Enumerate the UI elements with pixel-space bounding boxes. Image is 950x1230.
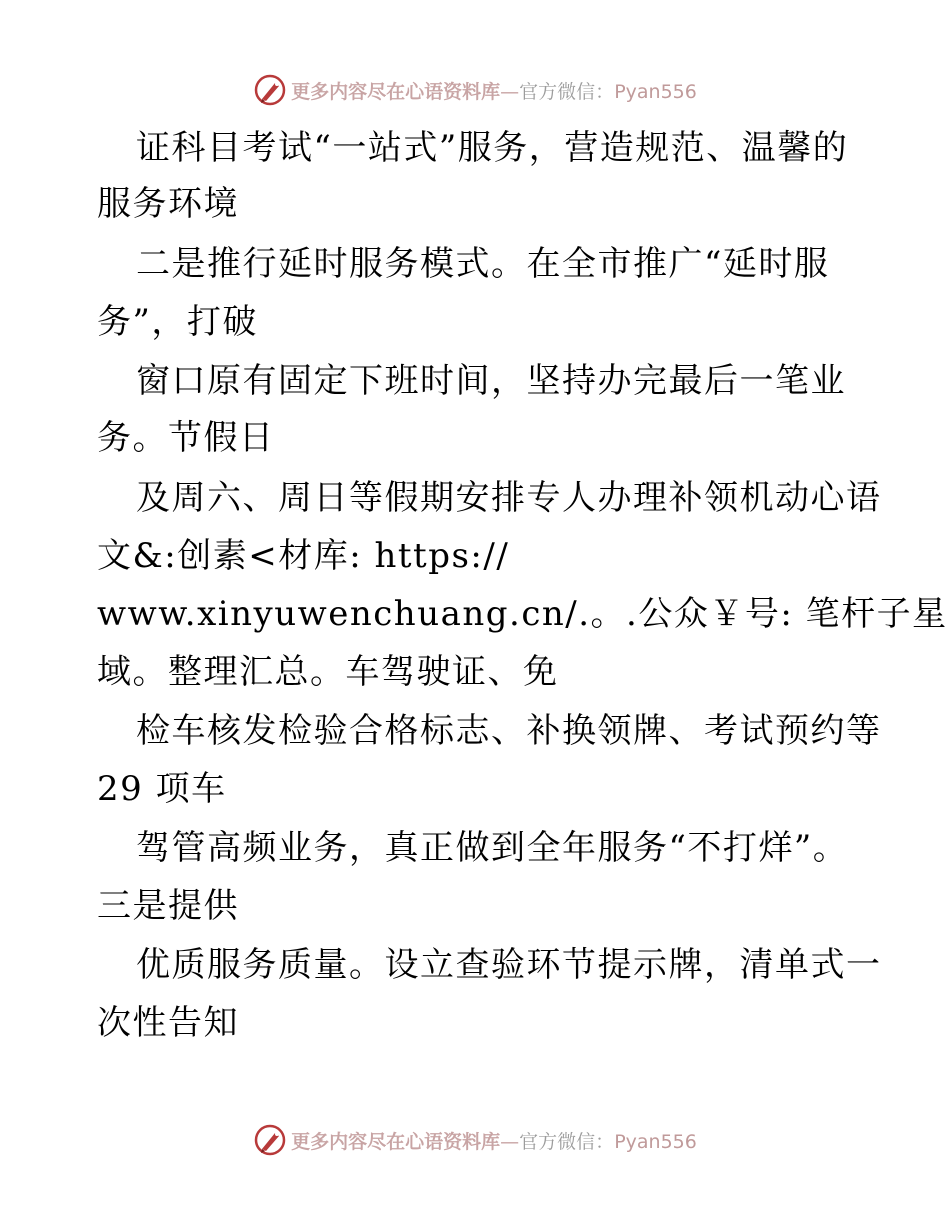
footer-banner [0,1120,950,1160]
body-line: 文&:创素<材库: https:// [97,536,510,576]
body-line: 务。节假日 [97,418,275,458]
body-line: 服务环境 [97,184,239,224]
pen-logo-icon [253,73,287,107]
pen-logo-icon [253,1123,287,1157]
body-line: 驾管高频业务，真正做到全年服务“不打烊”。 [136,828,849,868]
body-line: 窗口原有固定下班时间，坚持办完最后一笔业 [136,361,846,401]
body-line: 二是推行延时服务模式。在全市推广“延时服 [136,244,830,284]
footer-banner-sep: — [500,1130,520,1153]
header-banner-wechat: Pyan556 [614,80,697,103]
header-banner-text [291,77,697,104]
footer-banner-text [291,1127,697,1154]
footer-banner-main: 更多内容尽在心语资料库 [291,1130,501,1153]
header-banner [0,70,950,110]
body-line: 检车核发检验合格标志、补换领牌、考试预约等 [136,711,882,751]
body-line: 29 项车 [97,769,227,809]
header-banner-sep: — [500,80,520,103]
body-line: 证科目考试“一站式”服务，营造规范、温馨的 [136,128,849,168]
body-line: 域。整理汇总。车驾驶证、免 [97,652,559,692]
body-line: 务”，打破 [97,302,258,342]
footer-banner-wechat: Pyan556 [614,1130,697,1153]
footer-banner-sub: 官方微信： [519,1130,615,1153]
body-line: 三是提供 [97,886,239,926]
header-banner-main: 更多内容尽在心语资料库 [291,80,501,103]
header-banner-sub: 官方微信： [519,80,615,103]
body-line: 优质服务质量。设立查验环节提示牌，清单式一 [136,945,882,985]
body-line: www.xinyuwenchuang.cn/.。.公众￥号: 笔杆子星 [97,594,948,634]
body-line: 次性告知 [97,1003,239,1043]
body-line: 及周六、周日等假期安排专人办理补领机动心语 [136,478,882,518]
